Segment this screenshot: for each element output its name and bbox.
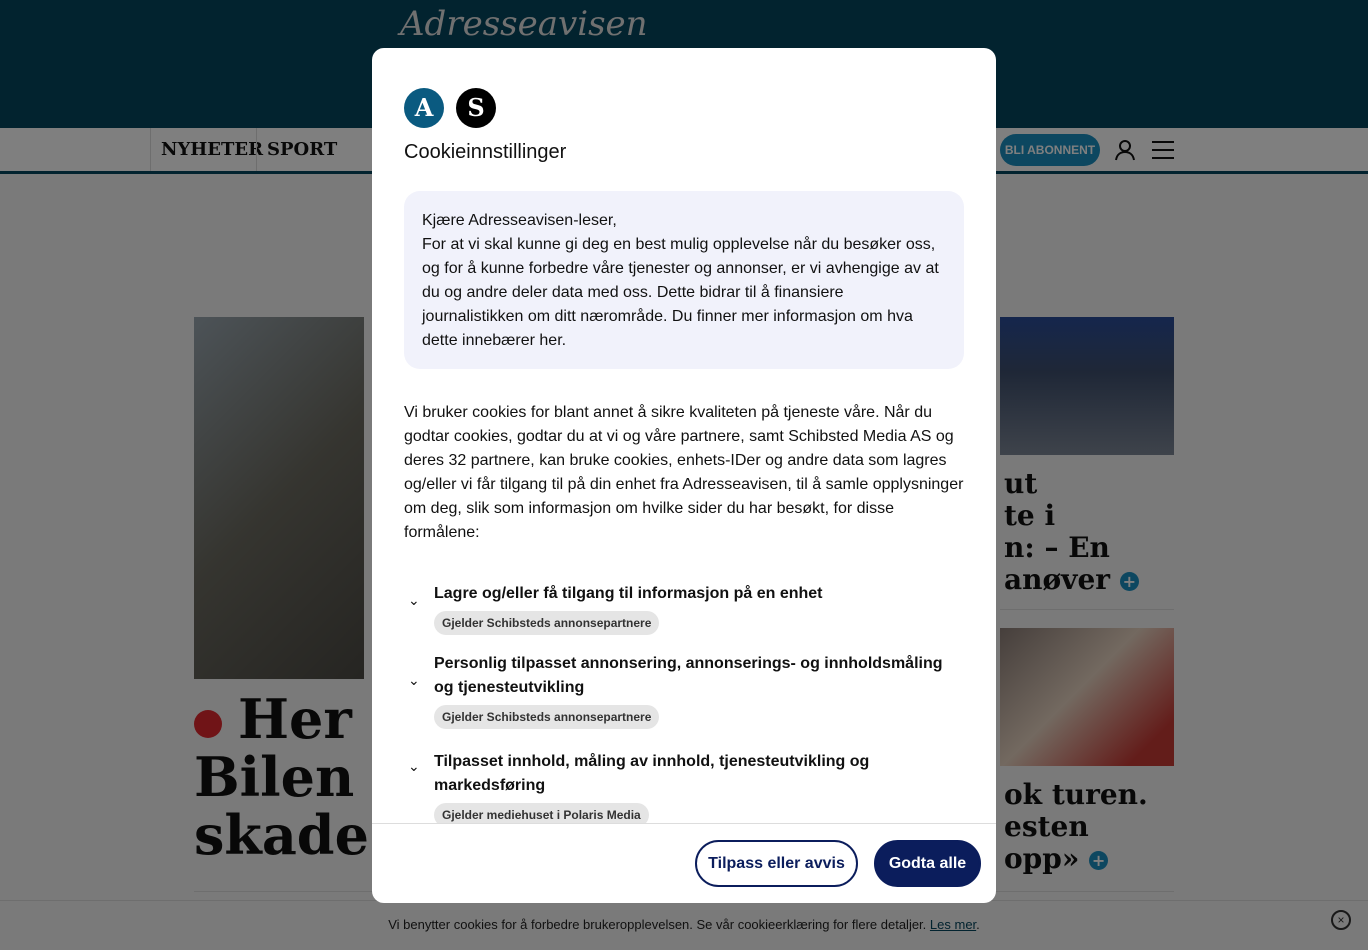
dialog-title: Cookieinnstillinger bbox=[404, 141, 567, 163]
cookie-settings-dialog bbox=[372, 48, 996, 903]
greeting: Kjære Adresseavisen-leser, bbox=[422, 212, 617, 229]
purpose-item[interactable]: ⌄ Lagre og/eller få tilgang til informasjon på en enhet Gjelder Schibsteds annonsepartnere bbox=[404, 582, 964, 635]
purpose-item[interactable]: ⌄ Personlig tilpasset annonsering, annonserings- og innholdsmåling og tjenesteutvikling Gjelder Schibsteds annonsepartnere bbox=[404, 652, 964, 729]
body-text: Vi bruker cookies for blant annet å sikre kvaliteten på tjeneste våre. Når du godtar cookies, godtar du at vi og våre partnere, samt Schibsted Media AS og deres 32 partnere, kan bruke cookies, enhets-IDer og andre data som lagres og/eller vi får tilgang til på din enhet fra Adresseavisen, til å samle opplysninger om deg, slik som informasjon om hvilke sider du har besøkt, for disse formålene: bbox=[404, 404, 964, 541]
schibsted-logo: S bbox=[456, 88, 496, 128]
chevron-down-icon[interactable]: ⌄ bbox=[408, 758, 420, 774]
adresseavisen-logo: A bbox=[404, 88, 444, 128]
purpose-tag: Gjelder Schibsteds annonsepartnere bbox=[434, 611, 659, 635]
dialog-content[interactable] bbox=[372, 178, 996, 823]
chevron-down-icon[interactable]: ⌄ bbox=[408, 672, 420, 688]
intro-text: For at vi skal kunne gi deg en best mulig opplevelse når du besøker oss, og for å kunne forbedre våre tjenester og annonser, er vi avhengige av at du og andre deler data med oss. Dette bidrar til å finansiere journalistikken om ditt nærområde. Du finner mer informasjon om hva dette innebærer her. bbox=[422, 236, 939, 349]
customize-or-reject-button[interactable]: Tilpass eller avvis bbox=[695, 840, 858, 887]
purpose-tag: Gjelder Schibsteds annonsepartnere bbox=[434, 705, 659, 729]
purpose-tag: Gjelder mediehuset i Polaris Media bbox=[434, 803, 649, 823]
intro-box bbox=[404, 191, 964, 369]
dialog-footer bbox=[372, 823, 996, 903]
purpose-item[interactable]: ⌄ Tilpasset innhold, måling av innhold, tjenesteutvikling og markedsføring Gjelder mediehuset i Polaris Media bbox=[404, 750, 964, 823]
accept-all-button[interactable]: Godta alle bbox=[874, 840, 981, 887]
chevron-down-icon[interactable]: ⌄ bbox=[408, 592, 420, 608]
